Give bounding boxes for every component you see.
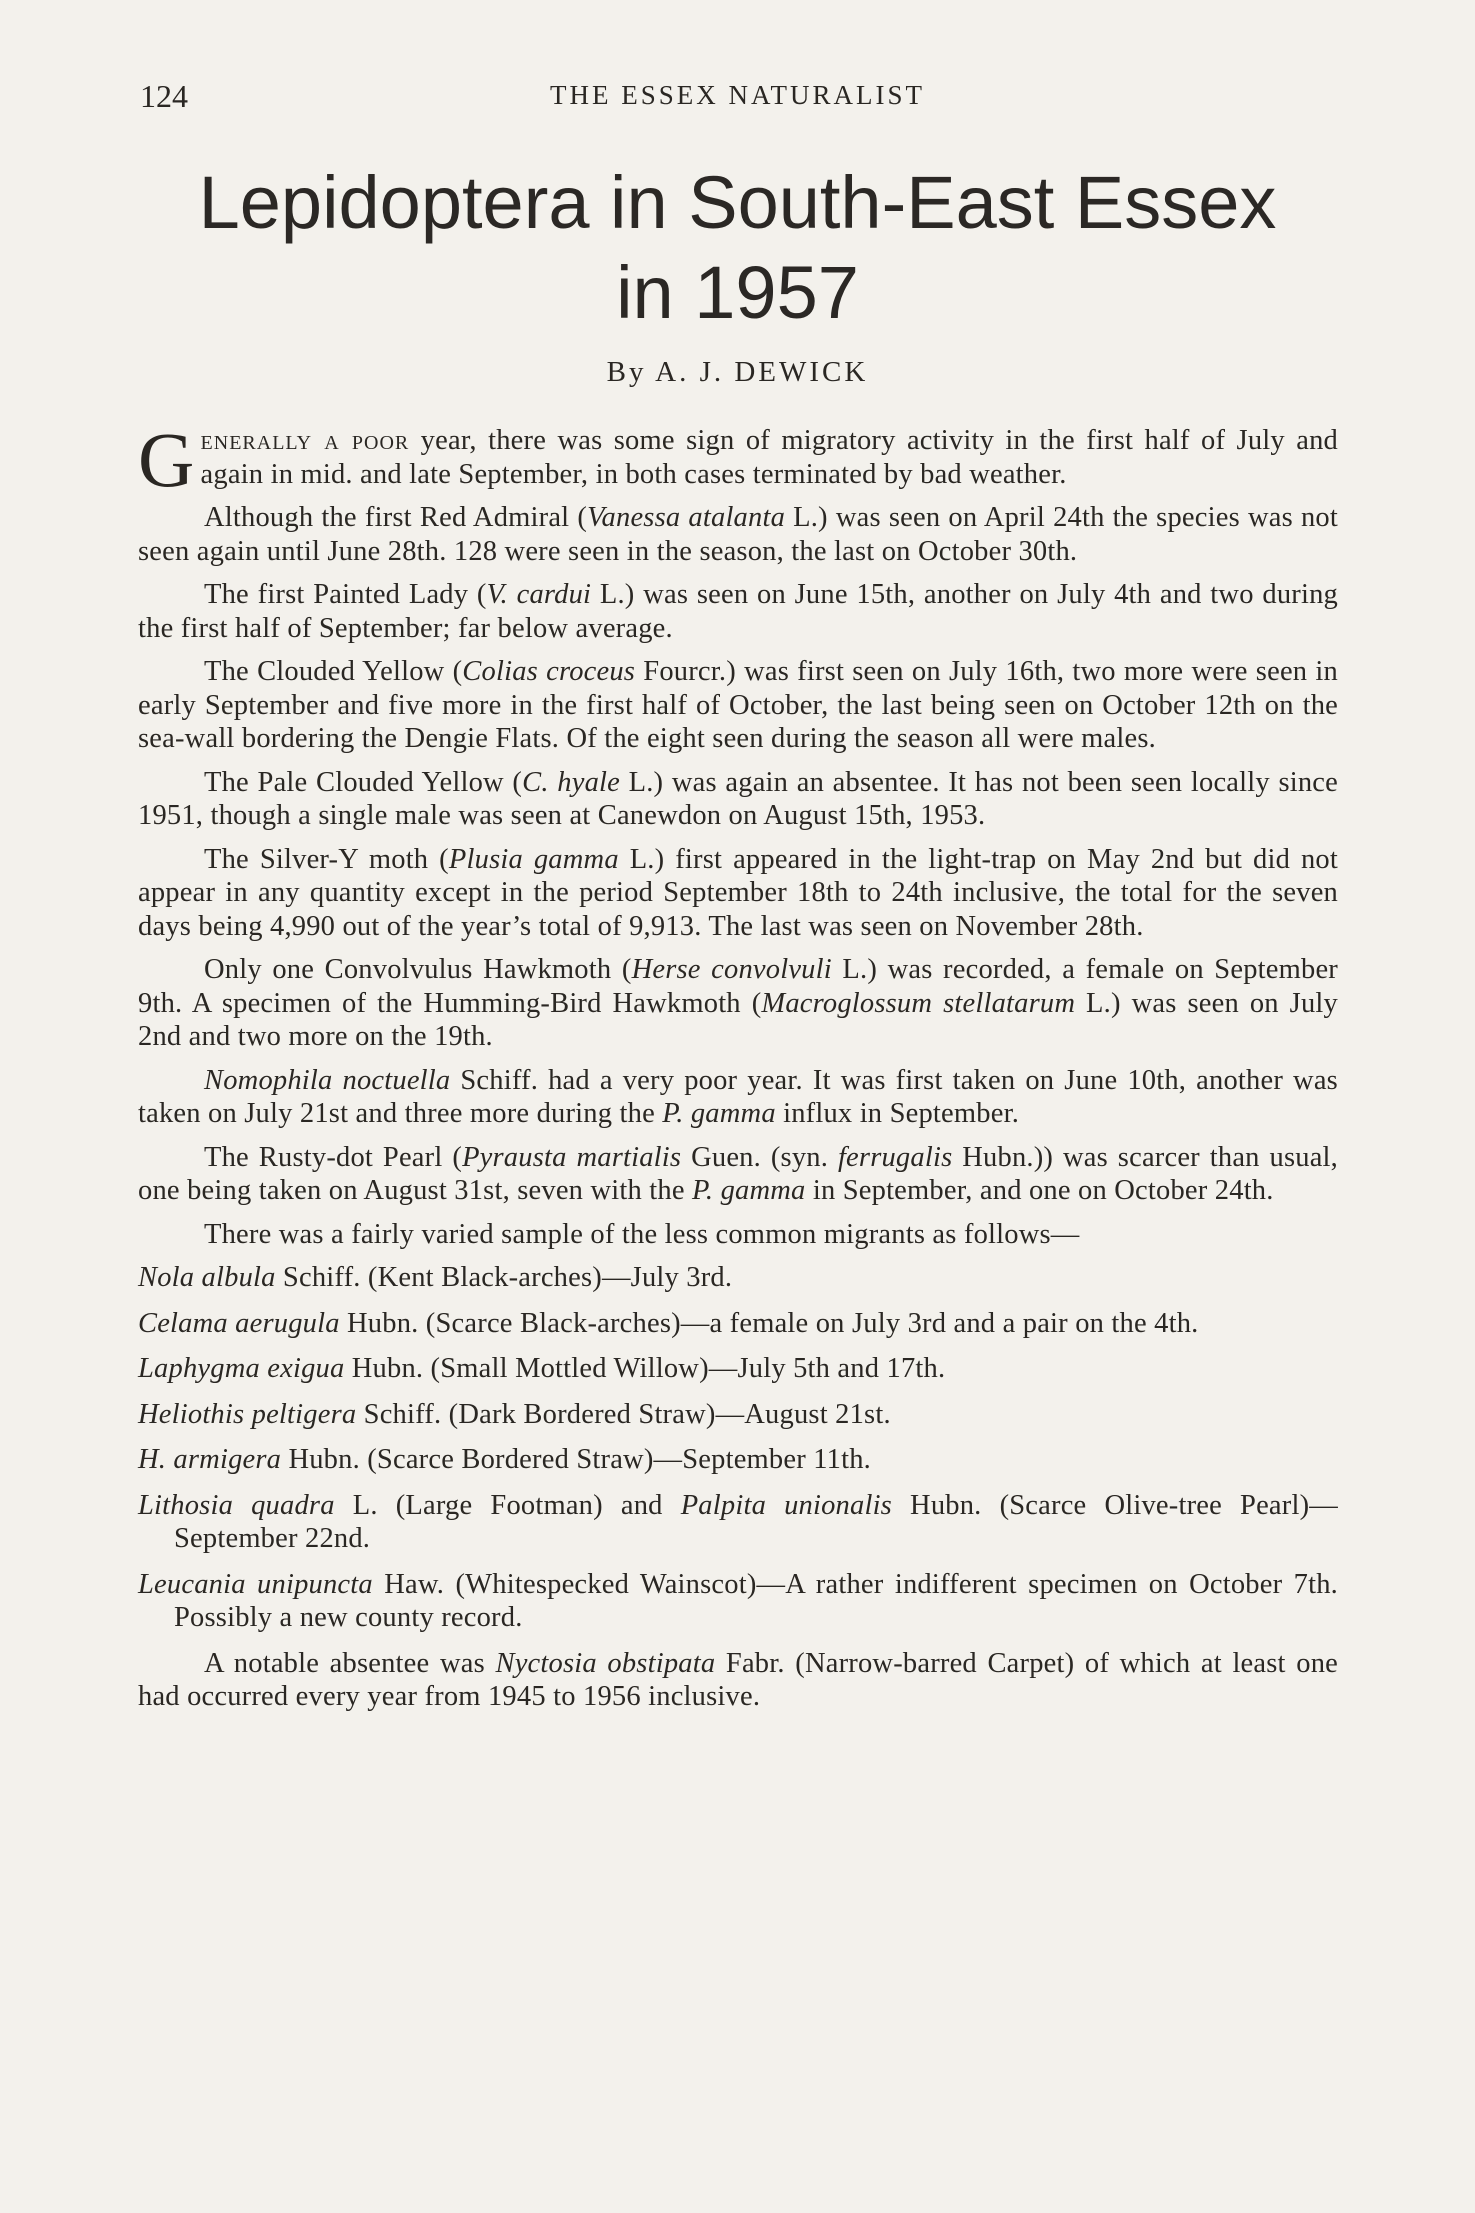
journal-name: THE ESSEX NATURALIST	[550, 80, 925, 110]
text-run: Fourcr.) was first seen on July 16th, two more were seen in early September and five more in the first half of October, the last being seen on October 12th on the sea-wall bordering the Dengie Flats. Of the eight seen during the season all were males.	[138, 656, 1338, 754]
species-name: P. gamma	[692, 1175, 806, 1206]
species-name: Heliothis peltigera	[138, 1398, 357, 1430]
species-name: Nyctosia obstipata	[495, 1647, 716, 1679]
body-paragraph	[138, 953, 1338, 1054]
closing-paragraph	[138, 1647, 1338, 1714]
running-head	[140, 78, 1335, 118]
species-name: Vanessa atalanta	[587, 502, 786, 533]
migrant-entry	[138, 1352, 1338, 1386]
article-body	[138, 416, 1339, 1724]
text-run: The first Painted Lady (	[204, 579, 487, 610]
text-run: Hubn. (Small Mottled Willow)—July 5th and 17th.	[344, 1353, 946, 1384]
text-run: L.) was seen on June 15th, another on July 4th and two during the first half of September; far below average.	[138, 579, 1338, 644]
text-run: A notable absentee was	[204, 1647, 496, 1679]
body-paragraph	[138, 1218, 1338, 1252]
title-line-2: in 1957	[616, 251, 859, 334]
migrant-entry	[138, 1489, 1338, 1556]
species-name: P. gamma	[662, 1098, 776, 1129]
drop-cap: G	[138, 416, 195, 503]
species-name: Lithosia quadra	[138, 1489, 335, 1521]
species-name: Laphygma exigua	[138, 1353, 345, 1384]
species-name: Colias croceus	[462, 656, 636, 687]
text-run: L.) was recorded, a female on September 9th. A specimen of the Humming-Bird Hawkmoth (	[138, 954, 1338, 1019]
species-name: Leucania unipuncta	[138, 1568, 373, 1600]
text-run: Hubn. (Scarce Bordered Straw)—September 11th.	[281, 1444, 871, 1475]
text-run: Hubn. (Scarce Olive-tree Pearl)—September 22nd.	[174, 1489, 1338, 1554]
body-paragraph	[138, 501, 1338, 568]
species-name: Macroglossum stellatarum	[761, 987, 1076, 1019]
species-name: V. cardui	[486, 579, 592, 610]
body-paragraph	[138, 655, 1338, 756]
text-run: Schiff. (Kent Black-arches)—July 3rd.	[275, 1262, 733, 1293]
species-name: Pyrausta martialis	[462, 1141, 682, 1173]
text-run: The Clouded Yellow (	[204, 656, 463, 687]
intro-text: year, there was some sign of migratory activity in the first half of July and again in mid. and late September, in both cases terminated by bad weather.	[200, 425, 1339, 490]
body-paragraph	[138, 1141, 1338, 1208]
body-paragraph	[138, 843, 1338, 944]
text-run: Schiff. had a very poor year. It was first taken on June 10th, another was taken on July 21st and three more during the	[138, 1064, 1338, 1129]
paragraphs	[138, 501, 1338, 1251]
migrant-list	[138, 1261, 1338, 1635]
title-line-1: Lepidoptera in South-East Essex	[198, 161, 1277, 244]
body-paragraph	[138, 578, 1338, 645]
species-name: ferrugalis	[837, 1141, 953, 1173]
text-run: There was a fairly varied sample of the less common migrants as follows—	[204, 1218, 1080, 1250]
article-title	[140, 158, 1335, 338]
migrant-entry	[138, 1443, 1338, 1477]
byline: By A. J. DEWICK	[606, 356, 869, 388]
intro-smallcaps: enerally a poor	[200, 425, 410, 456]
page-number: 124	[140, 78, 188, 114]
species-name: Celama aerugula	[138, 1307, 340, 1339]
text-run: Haw. (Whitespecked Wainscot)—A rather indifferent specimen on October 7th. Possibly a new county record.	[174, 1568, 1338, 1633]
species-name: H. armigera	[138, 1444, 282, 1475]
text-run: Only one Convolvulus Hawkmoth (	[204, 954, 632, 985]
text-run: The Pale Clouded Yellow (	[204, 766, 523, 798]
body-paragraph	[138, 1064, 1338, 1131]
text-run: in September, and one on October 24th.	[805, 1175, 1274, 1206]
text-run: The Rusty-dot Pearl (	[204, 1141, 463, 1173]
text-run: L.) was again an absentee. It has not been seen locally since 1951, though a single male was seen at Canewdon on August 15th, 1953.	[138, 766, 1339, 831]
text-run: Fabr. (Narrow-barred Carpet) of which at least one had occurred every year from 1945 to 1956 inclusive.	[138, 1647, 1339, 1712]
text-run: L.) was seen on July 2nd and two more on the 19th.	[138, 987, 1338, 1052]
text-run: Although the first Red Admiral (	[204, 502, 588, 533]
species-name: Palpita unionalis	[680, 1489, 892, 1521]
species-name: Nola albula	[138, 1262, 276, 1293]
migrant-entry	[138, 1398, 1338, 1432]
text-run: Schiff. (Dark Bordered Straw)—August 21st.	[356, 1398, 891, 1430]
migrant-entry	[138, 1261, 1338, 1295]
text-run: Guen. (syn.	[681, 1141, 838, 1173]
migrant-entry	[138, 1568, 1338, 1635]
text-run: The Silver-Y moth (	[204, 843, 449, 875]
text-run: L.) first appeared in the light-trap on May 2nd but did not appear in any quantity except in the period September 18th to 24th inclusive, the total for the seven days being 4,990 out of the year’s total of 9,913. The last was seen on November 28th.	[138, 843, 1338, 942]
text-run: L. (Large Footman) and	[334, 1489, 681, 1521]
species-name: C. hyale	[522, 766, 620, 798]
species-name: Herse convolvuli	[631, 954, 832, 985]
text-run: influx in September.	[775, 1098, 1020, 1129]
text-run: L.) was seen on April 24th the species was not seen again until June 28th. 128 were seen in the season, the last on October 30th.	[138, 502, 1338, 567]
intro-paragraph	[138, 416, 1339, 503]
migrant-entry	[138, 1307, 1338, 1341]
species-name: Plusia gamma	[448, 843, 619, 875]
text-run: Hubn. (Scarce Black-arches)—a female on July 3rd and a pair on the 4th.	[339, 1307, 1199, 1339]
text-run: Hubn.)) was scarcer than usual, one being taken on August 31st, seven with the	[138, 1141, 1338, 1206]
body-paragraph	[138, 766, 1338, 833]
species-name: Nomophila noctuella	[204, 1064, 451, 1096]
